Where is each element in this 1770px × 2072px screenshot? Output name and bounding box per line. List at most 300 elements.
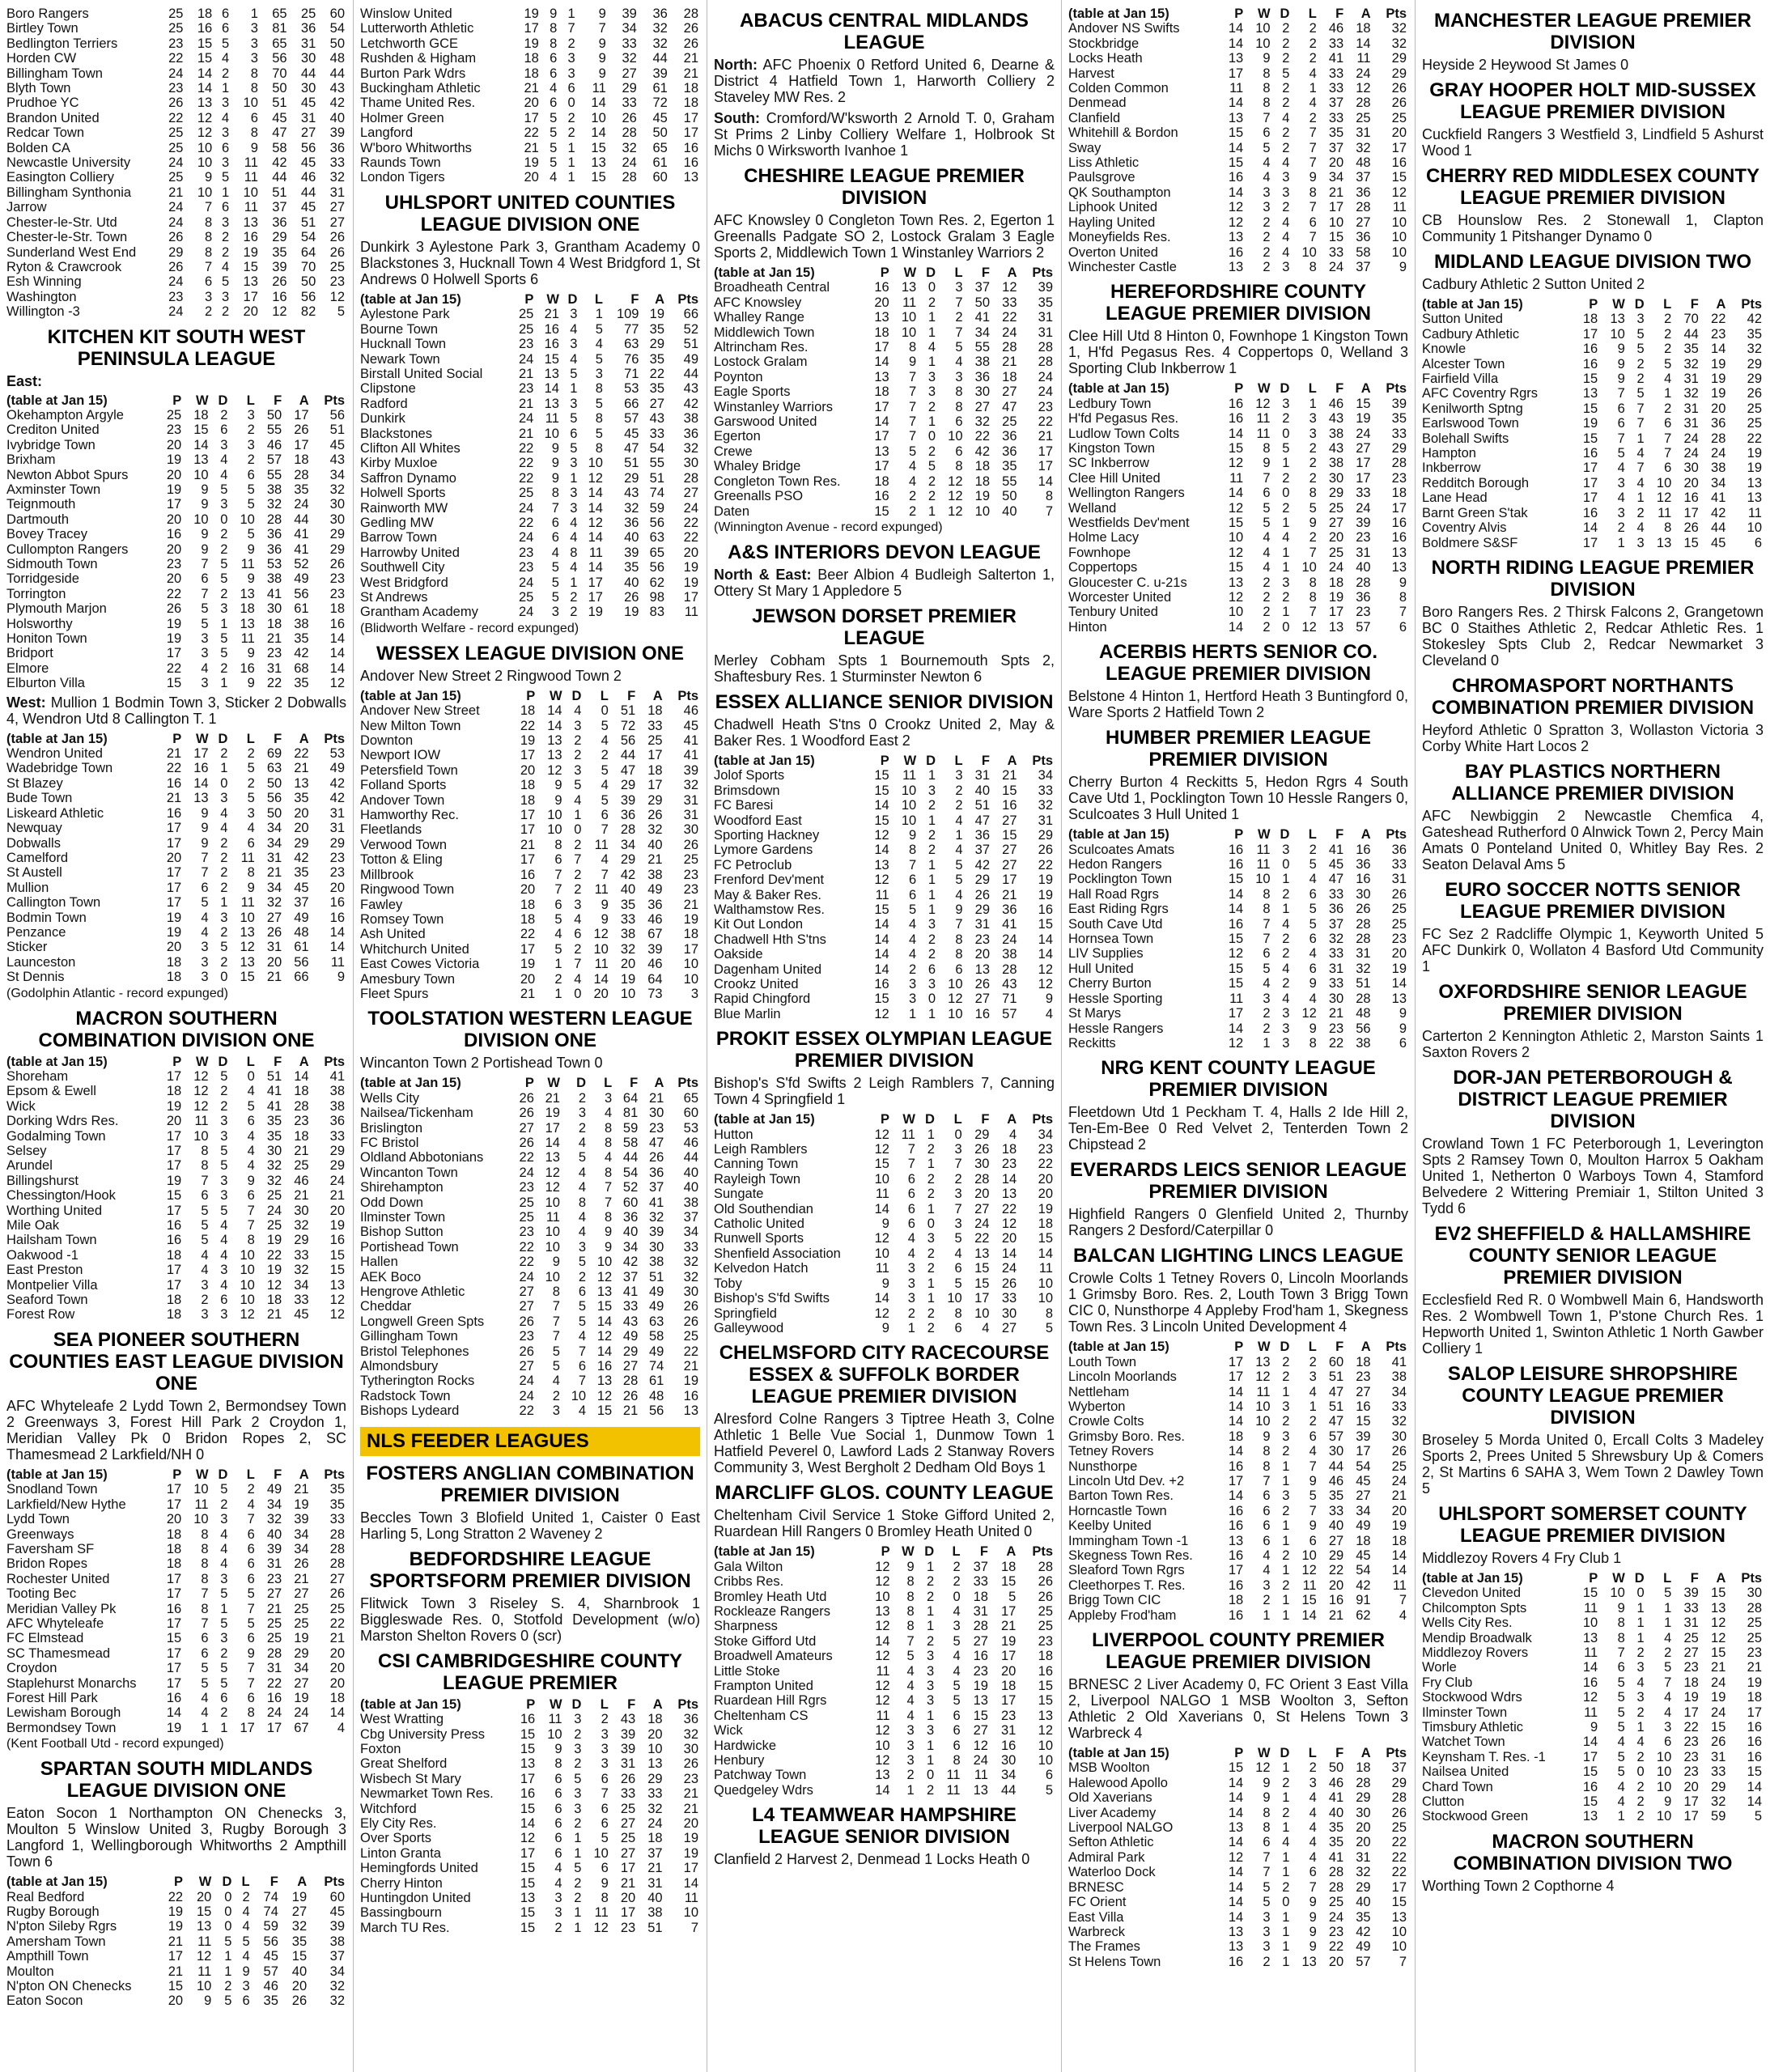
league-table-header [6,1055,346,1069]
stat-cell: 2 [927,489,936,504]
column-3 [707,0,1062,2072]
stat-cell: 1 [1282,1909,1290,1925]
stat-cell: 15 [874,991,889,1007]
stat-cell: 2 [247,775,255,791]
table-row [714,1560,1055,1574]
stat-cell: 61 [294,601,309,617]
stat-cell: 29 [1747,356,1762,372]
stat-cell: 5 [595,396,603,411]
stat-cell: 2 [1263,1593,1271,1608]
stat-cell: 2 [554,971,562,987]
team-name: Egerton [714,429,761,444]
stat-cell: 18 [294,1084,309,1099]
column-heading: F [270,1875,278,1890]
stat-cell: 14 [520,1815,536,1831]
stat-cell: 5 [1263,1895,1271,1910]
stat-cell: 3 [926,1678,935,1693]
team-name: Odd Down [360,1195,423,1210]
column-heading: F [1335,381,1344,397]
table-row [714,828,1055,843]
stat-cell: 20 [266,954,282,970]
results-body: Boro Rangers Res. 2 Thirsk Falcons 2, Grangetown BC 0 Staithes Athletic 2, Redcar Athletic Res. 1 Stokesley Spts Club 2, Redcar Newmarket 3 Cleveland 0 [1422,603,1764,669]
stat-cell: 28 [974,1171,990,1187]
stat-cell: 43 [622,1314,639,1329]
stat-cell: 21 [168,1934,184,1949]
stat-cell: 11 [1392,1577,1407,1593]
stat-cell: 4 [550,81,558,96]
stat-cell: 29 [647,1771,663,1786]
stat-cell: 14 [329,646,345,661]
team-name: Wells City Res. [1422,1616,1513,1631]
stat-cell: 25 [519,1210,534,1225]
column-heading: Pts [1386,827,1407,843]
table-row [1068,1820,1408,1835]
stat-cell: 50 [974,295,991,310]
team-name: Portishead Town [360,1239,459,1255]
stat-cell: 9 [551,440,559,456]
stat-cell: 14 [1228,426,1244,441]
stat-cell: 1 [220,761,228,776]
table-row [6,408,346,422]
stat-cell: 20 [294,821,309,836]
stat-cell: 8 [906,1619,915,1634]
stat-cell: 40 [624,575,639,590]
stat-cell: 7 [1263,470,1271,486]
stat-cell: 24 [519,530,534,546]
stat-cell: 7 [204,259,213,274]
stat-cell: 20 [329,1661,345,1676]
stat-cell: 21 [683,1359,698,1374]
stat-cell: 16 [1747,1719,1762,1734]
stat-cell: 32 [652,36,668,51]
stat-cell: 14 [588,530,603,546]
column-heading: Pts [1741,297,1762,312]
stat-cell: 0 [954,1127,962,1142]
stat-cell: 2 [220,865,228,881]
column-heading: P [524,291,534,307]
stat-cell: 15 [1038,1693,1053,1709]
stat-cell: 16 [1228,1954,1244,1969]
stat-cell: 27 [329,200,345,215]
stat-cell: 29 [647,792,663,808]
table-row [1422,327,1764,342]
stat-cell: 19 [166,1720,182,1735]
stat-cell: 45 [1356,1548,1371,1563]
table-row [1068,1429,1408,1444]
stat-cell: 4 [222,110,230,125]
league-table [714,1112,1055,1335]
stat-cell: 12 [1656,490,1672,506]
stat-cell: 46 [294,1173,309,1188]
stat-cell: 22 [520,927,536,942]
stat-cell: 17 [166,1263,182,1278]
stat-cell: 15 [544,351,559,367]
stat-cell: 19 [624,605,639,620]
stat-cell: 11 [240,850,255,865]
stat-cell: 32 [1356,1865,1371,1880]
stat-cell: 2 [909,489,917,504]
team-name: Epsom & Ewell [6,1084,96,1099]
stat-cell: 16 [166,1218,182,1233]
stat-cell: 12 [874,1231,889,1246]
stat-cell: 4 [574,971,582,987]
stat-cell: 15 [1228,872,1244,887]
stat-cell: 3 [554,1890,562,1905]
league-table-header [1068,1340,1408,1354]
stat-cell: 3 [242,1979,250,1994]
team-name: Oldland Abbotonians [360,1150,484,1166]
stat-cell: 24 [1038,384,1053,400]
stat-cell: 2 [1636,1705,1645,1720]
results-body: Cadbury Athletic 2 Sutton United 2 [1422,276,1645,292]
stat-cell: 2 [1617,520,1625,536]
stat-cell: 1 [1282,1790,1290,1806]
team-name: W'boro Whitworths [360,140,472,155]
table-row [360,1905,700,1920]
results-text [1422,1550,1764,1566]
stat-cell: 2 [220,407,228,422]
stat-cell: 1 [1309,396,1317,411]
stat-cell: 73 [647,986,663,1001]
stat-cell: 28 [973,1619,988,1634]
stat-cell: 37 [329,1949,345,1964]
stat-cell: 35 [1391,411,1407,427]
stat-cell: 14 [1228,886,1244,902]
stat-cell: 57 [263,1964,278,1979]
stat-cell: 3 [220,497,228,512]
stat-cell: 10 [901,325,917,340]
stat-cell: 77 [624,321,639,337]
league-table [360,6,700,185]
stat-cell: 5 [1617,1675,1625,1690]
stat-cell: 31 [266,850,282,865]
stat-cell: 18 [166,1541,182,1556]
stat-cell: 7 [247,1675,255,1691]
stat-cell: 21 [524,140,539,155]
stat-cell: 61 [649,1374,664,1389]
stat-cell: 3 [220,1571,228,1586]
stat-cell: 16 [1391,155,1407,171]
table-row [1422,1764,1764,1779]
team-name: Great Shelford [360,1756,448,1772]
stat-cell: 24 [294,1705,309,1721]
stat-cell: 19 [1711,356,1726,372]
stat-cell: 49 [1356,1518,1371,1534]
table-row [6,512,346,527]
stat-cell: 16 [1391,515,1407,530]
stat-cell: 8 [1309,590,1317,605]
team-name: Lydd Town [6,1512,70,1527]
table-row [6,1099,346,1114]
stat-cell: 2 [220,924,228,940]
stat-cell: 15 [1711,1586,1726,1601]
stat-cell: 25 [300,6,316,21]
table-row [6,51,346,66]
league-heading: CSI CAMBRIDGESHIRE COUNTY LEAGUE PREMIER [377,1650,683,1694]
stat-cell: 0 [567,96,575,111]
stat-cell: 31 [1356,1849,1371,1865]
team-name: Dagenham United [714,962,821,977]
stat-cell: 26 [1391,81,1407,96]
stat-cell: 35 [1002,459,1017,474]
stat-cell: 14 [874,843,889,858]
stat-cell: 3 [909,977,917,991]
league-heading: MIDLAND LEAGUE DIVISION TWO [1434,251,1751,273]
stat-cell: 18 [1582,312,1598,327]
stat-cell: 36 [300,21,316,36]
team-name: London Tigers [360,170,445,185]
team-name: Winstanley Warriors [714,399,833,414]
table-row [360,1727,700,1742]
column-heading: W [198,1875,212,1890]
stat-cell: 19 [291,1889,308,1904]
stat-cell: 10 [240,1293,255,1308]
team-name: Billingham Town [6,66,103,81]
stat-cell: 13 [329,1277,345,1293]
stat-cell: 11 [330,954,345,970]
team-name: Tenbury United [1068,605,1158,620]
table-row [360,793,700,808]
stat-cell: 22 [1038,857,1053,873]
stat-cell: 2 [1282,886,1290,902]
team-name: AFC Knowsley [714,295,802,310]
stat-cell: 8 [550,21,558,36]
stat-cell: 1 [927,1127,935,1142]
stat-cell: 11 [194,1497,209,1512]
stat-cell: 33 [647,718,663,733]
table-row [1068,501,1408,516]
stat-cell: 16 [973,1649,988,1664]
stat-cell: 39 [329,1919,345,1934]
team-name: Chilcompton Spts [1422,1600,1527,1616]
stat-cell: 2 [927,399,936,414]
stat-cell: 3 [1282,1399,1290,1414]
team-name: Sutton United [1422,312,1503,327]
stat-cell: 4 [1282,230,1290,245]
team-name: Blyth Town [6,81,71,96]
column-heading: F [1690,1570,1699,1586]
table-row [1068,620,1408,635]
table-row [360,733,700,748]
stat-cell: 24 [168,155,184,171]
table-row [360,1861,700,1875]
stat-cell: 17 [1391,140,1407,155]
stat-cell: 15 [1228,976,1244,991]
stat-cell: 5 [247,497,255,512]
stat-cell: 21 [329,1631,345,1646]
table-row [6,676,346,690]
stat-cell: 5 [1263,500,1271,516]
stat-cell: 8 [1309,185,1317,200]
stat-cell: 32 [329,482,345,497]
stat-cell: 16 [1228,1577,1244,1593]
table-row [6,587,346,601]
stat-cell: 15 [1391,1895,1407,1910]
table-row [1068,1385,1408,1399]
table-row [1068,1414,1408,1429]
team-name: Sidmouth Town [6,557,98,571]
stat-cell: 20 [1683,1779,1699,1794]
stat-cell: 24 [974,1216,990,1232]
stat-cell: 5 [595,426,603,441]
stat-cell: 30 [329,512,345,527]
stat-cell: 1 [1636,431,1645,446]
team-name: Jolof Sports [714,768,785,783]
column-heading: Pts [324,731,345,746]
stat-cell: 2 [574,941,582,957]
stat-cell: 27 [519,1359,534,1374]
stat-cell: 17 [168,1949,184,1964]
column-heading: D [1280,381,1290,397]
table-row [1068,185,1408,200]
stat-cell: 5 [247,791,255,806]
league-table [6,6,346,320]
stat-cell: 26 [329,557,345,571]
team-name: Kirby Muxloe [360,456,438,471]
stat-cell: 23 [1356,605,1371,620]
column-heading: D [924,1544,935,1560]
stat-cell: 2 [247,746,255,762]
stat-cell: 8 [204,244,213,260]
stat-cell: 13 [193,791,209,806]
stat-cell: 9 [601,1875,609,1891]
stat-cell: 37 [622,1269,639,1284]
column-heading: F [627,1696,636,1712]
table-row [6,6,346,21]
stat-cell: 10 [1255,21,1271,36]
team-name: Penzance [6,924,66,940]
stat-cell: 33 [294,1293,309,1308]
stat-cell: 5 [552,1359,560,1374]
stat-cell: 44 [620,748,636,763]
table-row [6,1572,346,1586]
table-row [360,307,700,321]
stat-cell: 48 [329,51,345,66]
stat-cell: 6 [1617,401,1625,416]
stat-cell: 44 [683,366,698,381]
stat-cell: 16 [1747,1734,1762,1750]
column-heading: A [1360,1340,1371,1355]
stat-cell: 4 [220,821,228,836]
column-heading: D [1634,1570,1645,1586]
stat-cell: 4 [201,1705,209,1721]
stat-cell: 9 [554,778,562,793]
stat-cell: 49 [294,910,309,925]
team-name: Moneyfields Res. [1068,230,1171,245]
stat-cell: 18 [683,96,698,111]
stat-cell: 5 [220,1068,228,1084]
stat-cell: 28 [1356,200,1371,215]
league-table-header [1422,1571,1764,1586]
stat-cell: 25 [620,1831,636,1846]
table-row [360,516,700,530]
stat-cell: 12 [973,1738,988,1753]
team-name: Springfield [714,1306,777,1321]
stat-cell: 49 [683,351,698,367]
stat-cell: 18 [1391,486,1407,501]
stat-cell: 5 [552,1344,560,1359]
table-row [1068,1444,1408,1458]
stat-cell: 4 [222,51,230,66]
stat-cell: 6 [222,21,230,36]
table-row [6,1218,346,1233]
stat-cell: 19 [294,1631,309,1646]
team-name: Bolehall Swifts [1422,431,1509,446]
team-name: Forest Row [6,1307,75,1323]
team-name: Launceston [6,954,76,970]
stat-cell: 16 [166,775,182,791]
team-name: Crewe [714,444,753,459]
team-name: Coventry Alvis [1422,520,1507,536]
stat-cell: 19 [266,1263,282,1278]
team-name: St Dennis [6,970,65,985]
stat-cell: 5 [953,1678,961,1693]
team-name: Stockbridge [1068,36,1140,51]
team-name: Brigg Town CIC [1068,1593,1161,1608]
stat-cell: 10 [647,1741,663,1756]
column-heading: W [1258,1746,1271,1761]
stat-cell: 2 [1282,411,1290,427]
stat-cell: 36 [652,6,668,21]
table-row [6,245,346,260]
table-row [360,1712,700,1726]
stat-cell: 2 [1282,976,1290,991]
stat-cell: 9 [1309,1939,1317,1955]
table-row [1422,386,1764,401]
stat-cell: 14 [1038,947,1053,962]
team-name: Wincanton Town [360,1165,458,1180]
team-name: Lymore Gardens [714,843,813,858]
team-name: New Milton Town [360,718,461,733]
table-row [360,1846,700,1861]
stat-cell: 21 [1391,1488,1407,1504]
stat-cell: 22 [294,746,309,762]
column-heading: F [274,731,282,746]
stat-cell: 34 [1000,1768,1017,1783]
league-table-header [360,292,700,307]
stat-cell: 44 [1328,1458,1344,1474]
league-table [714,1544,1055,1798]
table-row [1422,490,1764,505]
stat-cell: 12 [272,304,287,320]
stat-cell: 32 [683,1269,698,1284]
table-row [360,590,700,605]
column-heading: D [1280,827,1290,843]
stat-cell: 5 [247,1586,255,1602]
stat-cell: 17 [683,1861,698,1876]
team-name: Overton United [1068,244,1158,260]
stat-cell: 1 [574,1920,582,1935]
table-row [1068,887,1408,902]
stat-cell: 4 [955,813,963,828]
stat-cell: 15 [596,1403,613,1419]
league-heading: JEWSON DORSET PREMIER LEAGUE [752,605,1017,649]
results-body: BRNESC 2 Liver Academy 0, FC Orient 3 East Villa 2, Liverpool NALGO 1 MSB Woolton 3, Sefton Athletic 2 Old Xaverians 0, St Helens Town 3 Warbreck 4 [1068,1676,1408,1742]
stat-cell: 8 [906,1574,915,1590]
stat-cell: 11 [1229,81,1244,96]
stat-cell: 5 [1309,500,1317,516]
stat-cell: 32 [624,500,639,516]
stat-cell: 2 [1263,244,1271,260]
team-name: Boldmere S&SF [1422,535,1518,550]
table-row [714,1231,1055,1246]
team-name: Stoke Gifford Utd [714,1633,817,1649]
stat-cell: 9 [906,1559,915,1574]
stat-cell: 42 [329,775,345,791]
stat-cell: 13 [1301,1954,1317,1969]
stat-cell: 12 [193,1098,209,1114]
stat-cell: 62 [1356,1607,1371,1623]
